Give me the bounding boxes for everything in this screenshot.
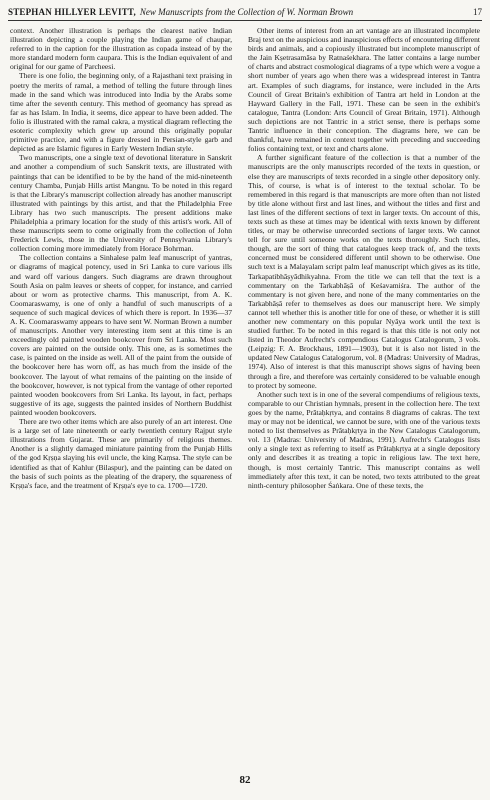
header-page-number: 17	[473, 7, 482, 17]
paragraph: Other items of interest from an art vantage are an illustrated incomplete Braj text on the auspicious and inauspicious effects of encountering different birds and animals, and a copiously illustrated but incomplete manuscript of the Jain Kṣetrasamāsa by Ratnaśekhara. The latter contains a large number of charts and abstract cosmological diagrams of a type which were a vogue a short number of years ago when there was a widespread interest in Tantra art. Examples of such diagrams, for instance, were included in the Arts Council of Great Britain's exhibition of Tantra art held in London at the Hayward Gallery in the Fall, 1971. These can be seen in the exhibit's catalogue, Tantra (London: Arts Council of Great Britain, 1971). Although such depictions are not Tantric in a strict sense, there is perhaps some Tantric influence in their conception. The diagrams here, we can be thankful, have remained in context together with preceding and succeeding folios containing text, or text and charts alone.	[248, 26, 480, 154]
right-column	[248, 26, 480, 754]
left-column	[10, 26, 232, 754]
paragraph: A further significant feature of the collection is that a number of the manuscripts are the only manuscripts recorded of the texts in question, or else they are manuscripts of texts recorded in a single other depository only. This, of course, is what is of interest to the textual scholar. To be remembered in this regard is that manuscripts are more often than not listed by title alone without first and last lines, and without the titles and first and last lines of the different sections of text in larger texts. On account of this, texts such as these at times may be identical with texts known by different titles, or may be otherwise unrecorded sections of larger texts. We cannot tell for sure until someone works on the texts thoroughly. Such titles, though, are the sort of thing that catalogues keep track of, and the texts concerned must be considered different until shown to be otherwise. One such text is a Malayalam script palm leaf manuscript which gives as its title, Tarkapatibhāṣyādhikyahna. From the title we can tell that the text is a commentary on the Tarkabhāṣā of Keśavamiśra. The author of the commentary is not given here, and none of the many commentaries on the Tarkabhāṣā refer to themselves as does our manuscript here. We simply cannot tell whether this is another title for one of these, or whether it is still another new commentary on this popular Nyāya work until the text is studied further. To be noted in this regard is that this title is not only not listed in Theodor Aufrecht's compendious Catalogus Catalogorum, 3 vols. (Leipzig: F. A. Brockhaus, 1891—1903), but it is also not listed in the updated New Catalogus Catalogorum, vol. 8 (Madras: University of Madras, 1974). Also of interest is that this manuscript shows signs of having been through a fire, and therefore was certainly considered to be valuable enough to protect by someone.	[248, 153, 480, 390]
header-rule	[8, 20, 482, 21]
header-author: STEPHAN HILLYER LEVITT,	[8, 7, 136, 17]
paragraph: context. Another illustration is perhaps the clearest native Indian illustration depicting a couple playing the Indian game of chaupar, referred to in the caption for the illustration as copada instead of by the more standard modern form caupara. This is the Indian equivalent of and original for our game of Parcheesi.	[10, 26, 232, 72]
page-number: 82	[239, 774, 251, 786]
paragraph: The collection contains a Sinhalese palm leaf manuscript of yantras, or diagrams of magical potency, used in Sri Lanka to cure various ills and ward off various dangers. Such diagrams are drawn throughout South Asia on palm leaves or sheets of copper, for instance, and carried about or worn as protective charms. This manuscript, from A. K. Coomaraswamy, is one of only a handful of such manuscripts of a sequence of such magical devices of which there is report. In 1936—37 A. K. Coomaraswamy appears to have sent W. Norman Brown a number of manuscripts. Another very interesting item sent at this time is an exceedingly old painted wooden bookcover from Sri Lanka. Most such covers are painted on the outside only. This one, as is sometimes the case, is painted on the inside as well. All of the paint from the outside of the bookcover here has worn off, as has much from the inside of the bookcover. The layout of what remains of the painting on the inside of the bookcover, however, is not typical from the vantage of other reported painted wooden bookcovers from Sri Lanka. Its layout, in fact, perhaps suggestive of its age, suggests the painted insides of Northern Buddhist painted wooden bookcovers.	[10, 253, 232, 417]
running-head	[8, 5, 482, 19]
header-title: New Manuscripts from the Collection of W. Norman Brown	[139, 7, 354, 17]
paragraph: There is one folio, the beginning only, of a Rajasthani text praising in poetry the merits of ramal, a method of telling the future through lines made in the sand which was introduced into India by the Arabs some time after the seventh century. This method of geomancy has spread as far as has Islam. In India, it seems, dice appear to have been added. The folio is illustrated with the ramal cakra, a mystical diagram reflecting the esoteric complexity which grew up around this originally popular primitive practice, and with a figure dressed in Persian-style garb and depicted as are Islamic figures in Early Western Indian style.	[10, 71, 232, 154]
paragraph: Another such text is in one of the several compendiums of religious texts, comparable to our Christian hymnals, present in the collection here. The text goes by the name, Prātaḥkṛtya, and contains 8 diagrams of cakras. The text may or may not be identical, we cannot be sure, with one of the various texts noted to list themselves as Prātaḥkṛtya in the New Catalogus Catalogorum, vol. 13 (Madras: University of Madras, 1991). Aufrecht's Catalogus lists only a single text as referring to itself as Prātaḥkṛtya at a single depository only and describes it as treating a topic in religious law. The text here, though, is most certainly Tantric. This manuscript contains as well immediately after this text, it can be noted, two texts attributed to the great ninth-century philosopher Śaṅkara. One of these texts, the	[248, 389, 480, 490]
paragraph: There are two other items which are also purely of an art interest. One is a large set of late nineteenth or early twentieth century Rajput style illustrations from Gujarat. These are primarily of religious themes. Another is a slightly damaged miniature painting from the Punjab Hills of the god Kṛṣṇa slaying his evil uncle, the king Kaṃsa. The style can be identified as that of Kahlur (Bilaspur), and the painting can be dated on the basis of such points as the pleating of the drapery, the squareness of Kṛṣṇa's face, and the treatment of Kṛṣṇa's eye to ca. 1700—1720.	[10, 417, 232, 490]
paragraph: Two manuscripts, one a single text of devotional literature in Sanskrit and another a compendium of such Sanskrit texts, are illustrated with paintings that can be identified to be by the hand of the mid-nineteenth century Chamba, Punjab Hills artist Mangnu. To be noted in this regard is that the Library's manuscript collection already has another manuscript illustrated with paintings by this artist, and that the Philadelphia Free Library has two such manuscripts. The present additions make Philadelphia a primary location for the study of this artist's work. All of these manuscripts seem to come originally from the collection of John Frederick Lewis, those in the University of Pennsylvania Library's collection coming more immediately from Horace Bohrman.	[10, 153, 232, 254]
